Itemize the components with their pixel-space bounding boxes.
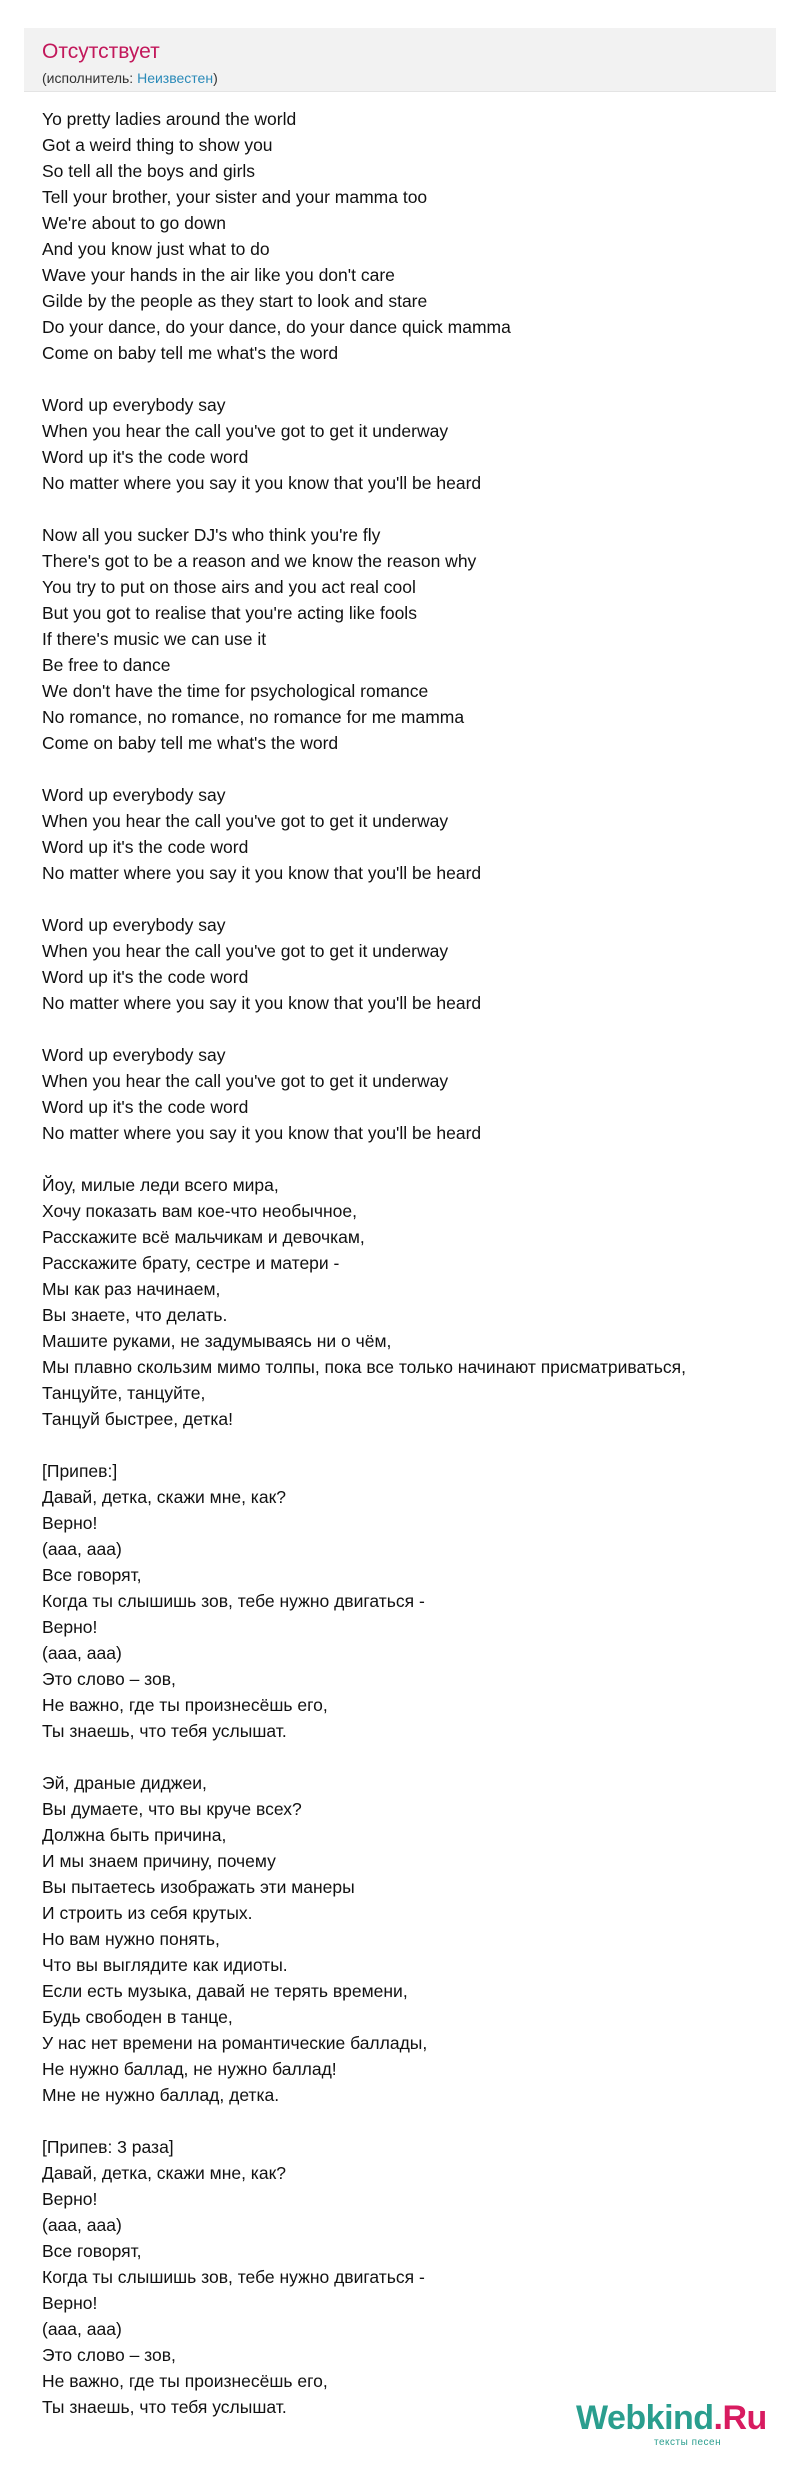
lyric-line: Верно! bbox=[42, 2189, 98, 2209]
lyric-line: Gilde by the people as they start to look and stare bbox=[42, 291, 428, 311]
lyric-line: Не нужно баллад, не нужно баллад! bbox=[42, 2059, 337, 2079]
song-header bbox=[24, 28, 776, 92]
lyric-line: Что вы выглядите как идиоты. bbox=[42, 1955, 288, 1975]
lyric-line: When you hear the call you've got to get it underway bbox=[42, 811, 449, 831]
lyric-line: Не важно, где ты произнесёшь его, bbox=[42, 2371, 328, 2391]
lyric-line: Word up it's the code word bbox=[42, 1097, 249, 1117]
lyric-line: Word up it's the code word bbox=[42, 447, 249, 467]
lyric-line: Йоу, милые леди всего мира, bbox=[42, 1175, 279, 1195]
logo-brand-tld: .Ru bbox=[713, 2399, 767, 2437]
lyric-line: У нас нет времени на романтические баллады, bbox=[42, 2033, 428, 2053]
lyric-line: Do your dance, do your dance, do your dance quick mamma bbox=[42, 317, 511, 337]
lyric-spacer bbox=[42, 1432, 782, 1458]
lyric-line: Got a weird thing to show you bbox=[42, 135, 273, 155]
artist-link[interactable]: Неизвестен bbox=[137, 70, 214, 86]
lyric-line: Мне не нужно баллад, детка. bbox=[42, 2085, 280, 2105]
lyric-line: Come on baby tell me what's the word bbox=[42, 343, 339, 363]
lyric-line: When you hear the call you've got to get it underway bbox=[42, 941, 449, 961]
logo-brand-main: Webkind bbox=[576, 2399, 714, 2437]
lyric-spacer bbox=[42, 1146, 782, 1172]
lyric-line: Ты знаешь, что тебя услышат. bbox=[42, 1721, 287, 1741]
lyric-line: No matter where you say it you know that you'll be heard bbox=[42, 863, 482, 883]
logo-tagline: тексты песен bbox=[654, 2437, 722, 2448]
lyric-line: Танцуй быстрее, детка! bbox=[42, 1409, 234, 1429]
lyric-line: If there's music we can use it bbox=[42, 629, 267, 649]
lyric-line: There's got to be a reason and we know the reason why bbox=[42, 551, 477, 571]
lyric-line: (ааа, ааа) bbox=[42, 2215, 122, 2235]
lyric-line: We're about to go down bbox=[42, 213, 226, 233]
lyric-line: (ааа, ааа) bbox=[42, 1539, 122, 1559]
lyric-line: Эй, драные диджеи, bbox=[42, 1773, 207, 1793]
artist-prefix: (исполнитель: bbox=[42, 70, 138, 86]
lyric-line: But you got to realise that you're acting like fools bbox=[42, 603, 417, 623]
webkind-logo[interactable] bbox=[576, 2400, 786, 2450]
lyric-line: Давай, детка, скажи мне, как? bbox=[42, 1487, 286, 1507]
lyric-line: (ааа, ааа) bbox=[42, 2319, 122, 2339]
lyric-line: Это слово – зов, bbox=[42, 2345, 176, 2365]
lyric-line: No matter where you say it you know that you'll be heard bbox=[42, 993, 482, 1013]
lyric-spacer bbox=[42, 496, 782, 522]
lyric-line: (ааа, ааа) bbox=[42, 1643, 122, 1663]
lyric-spacer bbox=[42, 1016, 782, 1042]
lyric-spacer bbox=[42, 366, 782, 392]
lyric-line: Ты знаешь, что тебя услышат. bbox=[42, 2397, 287, 2417]
lyric-line: Word up everybody say bbox=[42, 915, 226, 935]
lyric-line: And you know just what to do bbox=[42, 239, 270, 259]
lyric-line: Word up everybody say bbox=[42, 395, 226, 415]
lyric-line: No matter where you say it you know that you'll be heard bbox=[42, 473, 482, 493]
lyric-line: When you hear the call you've got to get it underway bbox=[42, 1071, 449, 1091]
lyric-line: Word up it's the code word bbox=[42, 837, 249, 857]
lyric-spacer bbox=[42, 2108, 782, 2134]
artist-line bbox=[42, 70, 218, 86]
lyric-line: [Припев: 3 раза] bbox=[42, 2137, 174, 2157]
lyric-spacer bbox=[42, 756, 782, 782]
lyric-line: Когда ты слышишь зов, тебе нужно двигаться - bbox=[42, 1591, 425, 1611]
lyric-line: So tell all the boys and girls bbox=[42, 161, 256, 181]
lyric-line: Но вам нужно понять, bbox=[42, 1929, 220, 1949]
lyric-line: Word up everybody say bbox=[42, 785, 226, 805]
lyric-line: Давай, детка, скажи мне, как? bbox=[42, 2163, 286, 2183]
lyric-line: Все говорят, bbox=[42, 2241, 142, 2261]
artist-suffix: ) bbox=[213, 70, 218, 86]
lyrics-body bbox=[42, 106, 782, 2420]
lyric-line: Come on baby tell me what's the word bbox=[42, 733, 339, 753]
logo-wordmark bbox=[576, 2400, 767, 2436]
lyric-line: No romance, no romance, no romance for me mamma bbox=[42, 707, 465, 727]
lyric-line: И строить из себя крутых. bbox=[42, 1903, 253, 1923]
lyric-line: Все говорят, bbox=[42, 1565, 142, 1585]
lyric-line: Верно! bbox=[42, 1513, 98, 1533]
lyric-line: Вы знаете, что делать. bbox=[42, 1305, 228, 1325]
lyric-line: Вы думаете, что вы круче всех? bbox=[42, 1799, 302, 1819]
lyric-line: Be free to dance bbox=[42, 655, 171, 675]
lyric-line: Верно! bbox=[42, 2293, 98, 2313]
lyric-line: Должна быть причина, bbox=[42, 1825, 227, 1845]
lyric-line: Wave your hands in the air like you don't care bbox=[42, 265, 395, 285]
lyric-line: No matter where you say it you know that you'll be heard bbox=[42, 1123, 482, 1143]
lyric-line: Машите руками, не задумываясь ни о чём, bbox=[42, 1331, 392, 1351]
lyric-line: Tell your brother, your sister and your mamma too bbox=[42, 187, 428, 207]
lyric-spacer bbox=[42, 886, 782, 912]
lyric-line: Yo pretty ladies around the world bbox=[42, 109, 297, 129]
lyric-line: Word up it's the code word bbox=[42, 967, 249, 987]
lyric-line: Расскажите брату, сестре и матери - bbox=[42, 1253, 340, 1273]
lyric-line: [Припев:] bbox=[42, 1461, 118, 1481]
lyric-line: When you hear the call you've got to get it underway bbox=[42, 421, 449, 441]
lyric-line: Верно! bbox=[42, 1617, 98, 1637]
lyric-line: Не важно, где ты произнесёшь его, bbox=[42, 1695, 328, 1715]
lyric-line: Хочу показать вам кое-что необычное, bbox=[42, 1201, 357, 1221]
lyric-line: Word up everybody say bbox=[42, 1045, 226, 1065]
lyric-line: You try to put on those airs and you act real cool bbox=[42, 577, 416, 597]
lyric-line: Если есть музыка, давай не терять времени, bbox=[42, 1981, 408, 2001]
lyric-line: Мы плавно скользим мимо толпы, пока все только начинают присматриваться, bbox=[42, 1357, 687, 1377]
lyric-line: Вы пытаетесь изображать эти манеры bbox=[42, 1877, 355, 1897]
song-title: Отсутствует bbox=[42, 40, 160, 63]
lyric-line: We don't have the time for psychological romance bbox=[42, 681, 429, 701]
lyric-line: И мы знаем причину, почему bbox=[42, 1851, 276, 1871]
lyric-line: Это слово – зов, bbox=[42, 1669, 176, 1689]
lyric-line: Будь свободен в танце, bbox=[42, 2007, 233, 2027]
lyric-line: Мы как раз начинаем, bbox=[42, 1279, 221, 1299]
lyric-line: Когда ты слышишь зов, тебе нужно двигаться - bbox=[42, 2267, 425, 2287]
lyric-line: Танцуйте, танцуйте, bbox=[42, 1383, 206, 1403]
lyric-line: Now all you sucker DJ's who think you're fly bbox=[42, 525, 381, 545]
lyric-spacer bbox=[42, 1744, 782, 1770]
lyric-line: Расскажите всё мальчикам и девочкам, bbox=[42, 1227, 365, 1247]
